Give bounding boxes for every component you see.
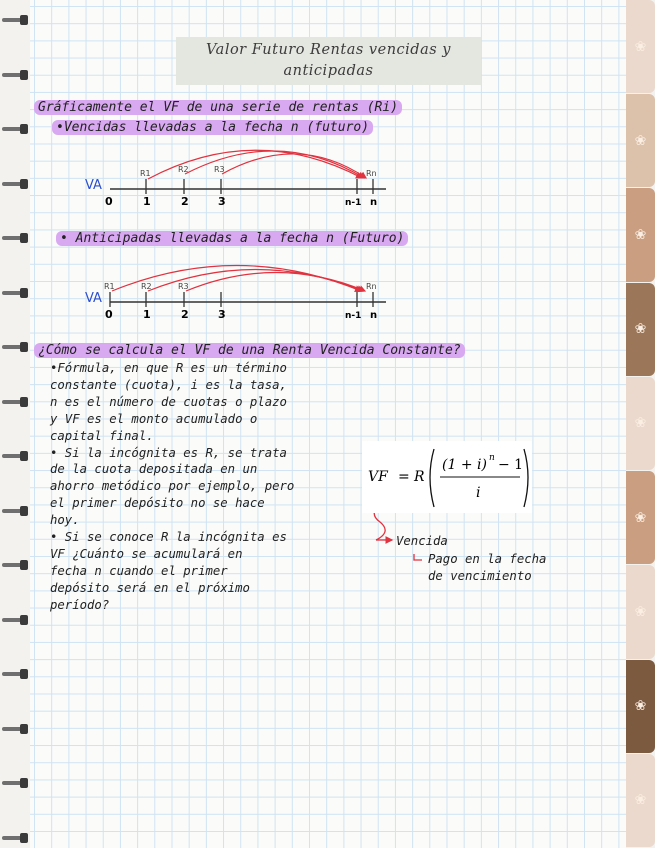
va-label: VA bbox=[85, 291, 102, 306]
diagram-anticipadas bbox=[85, 266, 386, 322]
tick-label: n bbox=[370, 310, 378, 321]
tick-label: n-1 bbox=[345, 198, 362, 208]
question-heading: ¿Cómo se calcula el VF de una Renta Vencida Constante? bbox=[34, 343, 465, 358]
body-line: •Fórmula, en que R es un término bbox=[50, 361, 287, 375]
formula-r: R bbox=[414, 469, 425, 485]
flower-icon: ❀ bbox=[634, 38, 647, 55]
body-line: y VF es el monto acumulado o bbox=[50, 411, 258, 426]
arrow-r3 bbox=[186, 273, 365, 292]
tick-label: 0 bbox=[105, 308, 113, 321]
flower-icon: ❀ bbox=[634, 698, 647, 715]
left-paren bbox=[430, 449, 434, 507]
title-line-2: anticipadas bbox=[283, 63, 374, 79]
tick-label: 3 bbox=[218, 195, 226, 208]
rent-label: R3 bbox=[214, 165, 225, 174]
body-line: • Si la incógnita es R, se trata bbox=[50, 445, 287, 460]
formula-denominator: i bbox=[476, 485, 481, 501]
body-line: de la cuota depositada en un bbox=[50, 462, 258, 477]
flower-icon: ❀ bbox=[634, 132, 647, 149]
body-line: constante (cuota), i es la tasa, bbox=[50, 377, 287, 392]
note-line-1: Pago en la fecha bbox=[428, 552, 547, 566]
body-line: período? bbox=[50, 597, 110, 612]
formula-exponent: n bbox=[489, 453, 495, 463]
flower-icon: ❀ bbox=[634, 792, 647, 809]
flower-icon: ❀ bbox=[634, 227, 647, 244]
heading-graph: Gráficamente el VF de una serie de rentas (Ri) bbox=[34, 100, 402, 115]
note-vencida: Vencida bbox=[396, 534, 448, 548]
formula-numerator: (1 + i) bbox=[442, 457, 487, 473]
rent-label: Rn bbox=[366, 169, 377, 178]
body-line: VF ¿Cuánto se acumulará en bbox=[50, 546, 243, 561]
flower-icon: ❀ bbox=[634, 415, 647, 432]
formula-vf bbox=[362, 441, 532, 513]
body-line: capital final. bbox=[50, 428, 154, 443]
tick-label: 3 bbox=[218, 308, 226, 321]
rent-label: Rn bbox=[366, 282, 377, 291]
body-line: n es el número de cuotas o plazo bbox=[50, 394, 287, 409]
tick-label: 1 bbox=[143, 308, 151, 321]
note-line-2: de vencimiento bbox=[428, 569, 532, 583]
body-line: depósito será en el próximo bbox=[50, 580, 250, 595]
body-line: hoy. bbox=[50, 513, 80, 528]
rent-label: R2 bbox=[178, 165, 189, 174]
rent-label: R1 bbox=[104, 282, 115, 291]
right-paren bbox=[524, 449, 528, 507]
title-line-1: Valor Futuro Rentas vencidas y bbox=[206, 42, 451, 58]
body-line: el primer depósito no se hace bbox=[50, 496, 265, 511]
formula-eq: = bbox=[398, 469, 410, 485]
rent-label: R3 bbox=[178, 282, 189, 291]
formula-minus-one: − 1 bbox=[498, 457, 524, 473]
rent-label: R2 bbox=[141, 282, 152, 291]
tick-label: 2 bbox=[181, 195, 189, 208]
flower-icon: ❀ bbox=[634, 509, 647, 526]
bullet-anticipadas: • Anticipadas llevadas a la fecha n (Futuro) bbox=[56, 231, 408, 246]
flower-icon: ❀ bbox=[634, 321, 647, 338]
body-line: • Si se conoce R la incógnita es bbox=[50, 530, 287, 545]
formula-lhs: VF bbox=[368, 469, 388, 485]
tick-label: 0 bbox=[105, 195, 113, 208]
rent-label: R1 bbox=[140, 169, 151, 178]
bullet-vencidas: •Vencidas llevadas a la fecha n (futuro) bbox=[52, 120, 373, 135]
tick-label: 2 bbox=[181, 308, 189, 321]
flower-icon: ❀ bbox=[634, 603, 647, 620]
va-label: VA bbox=[85, 178, 102, 193]
formula-graphic bbox=[362, 441, 532, 513]
arrow-r3 bbox=[222, 154, 366, 178]
tick-label: 1 bbox=[143, 195, 151, 208]
diagram-vencidas bbox=[85, 150, 386, 208]
body-line: fecha n cuando el primer bbox=[50, 563, 228, 578]
tick-label: n-1 bbox=[345, 311, 362, 321]
body-line: ahorro metódico por ejemplo, pero bbox=[50, 479, 295, 494]
tick-label: n bbox=[370, 197, 378, 208]
arrow-r1 bbox=[148, 150, 362, 179]
body-text bbox=[50, 360, 350, 614]
